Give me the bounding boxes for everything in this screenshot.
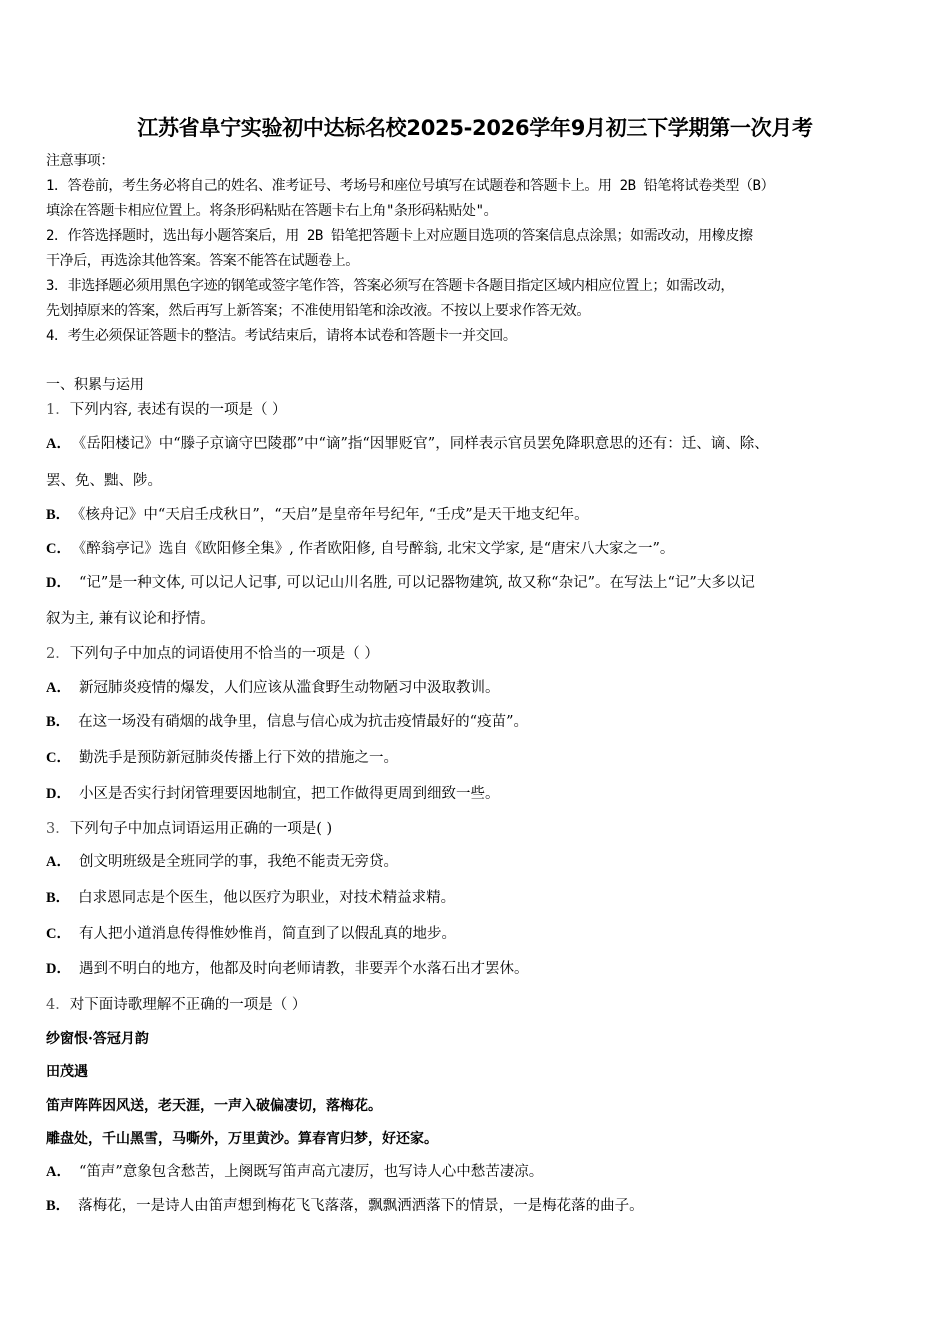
option-label: C． — [46, 541, 71, 557]
notice-line-4: 4．考生必须保证答题卡的整洁。考试结束后，请将本试卷和答题卡一并交回。 — [46, 328, 517, 344]
option-label: D． — [46, 575, 71, 591]
question-number: 3． — [46, 821, 70, 837]
question-2-option-c — [46, 749, 398, 767]
question-2-stem — [46, 645, 379, 663]
question-3-stem — [46, 820, 332, 838]
question-4-option-b — [46, 1197, 644, 1215]
option-text: “记”是一种文体, 可以记人记事, 可以记山川名胜, 可以记器物建筑, 故又称“杂记”。在写法上“记”大多以记 — [78, 575, 755, 591]
question-text: 下列句子中加点词语运用正确的一项是( ) — [69, 821, 333, 837]
question-3-option-a — [46, 853, 398, 871]
notice-line-1-cont: 填涂在答题卡相应位置上。将条形码粘贴在答题卡右上角"条形码粘贴处"。 — [46, 203, 498, 219]
question-1-option-c — [46, 540, 674, 558]
question-1-option-d-cont: 叙为主, 兼有议论和抒情。 — [46, 611, 215, 627]
question-1-stem — [46, 401, 287, 419]
notice-line-3-cont: 先划掉原来的答案，然后再写上新答案；不准使用铅笔和涂改液。不按以上要求作答无效。 — [46, 303, 590, 319]
notice-line-2: 2．作答选择题时，选出每小题答案后，用 2B 铅笔把答题卡上对应题目选项的答案信息点涂黑；如需改动，用橡皮擦 — [46, 228, 753, 244]
question-2-option-a — [46, 679, 499, 697]
option-text: 《岳阳楼记》中“滕子京谪守巴陵郡”中“谪”指“因罪贬官”，同样表示官员罢免降职意思的还有：迁、谪、除、 — [78, 436, 769, 452]
question-3-option-c — [46, 925, 456, 943]
poem-title: 纱窗恨·答冠月韵 — [46, 1031, 149, 1047]
option-text: 创文明班级是全班同学的事，我绝不能责无旁贷。 — [78, 854, 398, 870]
option-text: 《醉翁亭记》选自《欧阳修全集》, 作者欧阳修, 自号醉翁, 北宋文学家, 是“唐宋八大家之一”。 — [78, 541, 675, 557]
option-text: 《核舟记》中“天启壬戌秋日”，“天启”是皇帝年号纪年, “壬戌”是天干地支纪年。 — [78, 507, 589, 523]
notice-line-2-cont: 干净后，再选涂其他答案。答案不能答在试题卷上。 — [46, 253, 359, 269]
notice-line-1: 1．答卷前，考生务必将自己的姓名、准考证号、考场号和座位号填写在试题卷和答题卡上。用 2B 铅笔将试卷类型（B） — [46, 178, 775, 194]
question-3-option-d — [46, 960, 528, 978]
option-label: A． — [46, 680, 71, 696]
notice-line-3: 3．非选择题必须用黑色字迹的钢笔或签字笔作答，答案必须写在答题卡各题目指定区域内相应位置上；如需改动， — [46, 278, 735, 294]
notice-heading: 注意事项： — [46, 153, 114, 169]
option-text: 白求恩同志是个医生，他以医疗为职业，对技术精益求精。 — [78, 890, 456, 906]
option-label: D． — [46, 961, 71, 977]
option-text: 落梅花，一是诗人由笛声想到梅花飞飞落落，飘飘洒洒落下的情景，一是梅花落的曲子。 — [78, 1198, 644, 1214]
question-1-option-d — [46, 574, 755, 592]
question-4-option-a — [46, 1163, 543, 1181]
question-1-option-a-cont: 罢、免、黜、陟。 — [46, 473, 162, 489]
option-text: 新冠肺炎疫情的爆发，人们应该从滥食野生动物陋习中汲取教训。 — [78, 680, 500, 696]
option-label: C． — [46, 926, 71, 942]
poem-line-2: 雕盘处，千山黑雪，马嘶外，万里黄沙。算春宵归梦，好还家。 — [46, 1131, 438, 1147]
option-label: B． — [46, 714, 71, 730]
option-text: 勤洗手是预防新冠肺炎传播上行下效的措施之一。 — [78, 750, 398, 766]
option-label: A． — [46, 1164, 71, 1180]
option-label: B． — [46, 1198, 71, 1214]
question-2-option-b — [46, 713, 528, 731]
option-text: 在这一场没有硝烟的战争里，信息与信心成为抗击疫情最好的“疫苗”。 — [78, 714, 528, 730]
question-number: 1． — [46, 402, 70, 418]
section-title: 一、积累与运用 — [46, 377, 144, 393]
question-number: 2． — [46, 646, 70, 662]
option-label: B． — [46, 507, 71, 523]
option-text: “笛声”意象包含愁苦，上阕既写笛声高亢凄厉，也写诗人心中愁苦凄凉。 — [78, 1164, 544, 1180]
option-label: D． — [46, 786, 71, 802]
option-label: A． — [46, 854, 71, 870]
document-title: 江苏省阜宁实验初中达标名校2025-2026学年9月初三下学期第一次月考 — [137, 116, 813, 140]
question-text: 下列内容, 表述有误的一项是（ ） — [69, 402, 287, 418]
question-text: 对下面诗歌理解不正确的一项是（ ） — [69, 997, 307, 1013]
option-label: C． — [46, 750, 71, 766]
question-1-option-a — [46, 435, 769, 453]
option-text: 遇到不明白的地方，他都及时向老师请教，非要弄个水落石出才罢休。 — [78, 961, 529, 977]
option-text: 小区是否实行封闭管理要因地制宜，把工作做得更周到细致一些。 — [78, 786, 500, 802]
poem-line-1: 笛声阵阵因风送，老天涯，一声入破偏凄切，落梅花。 — [46, 1098, 382, 1114]
question-number: 4． — [46, 997, 70, 1013]
option-label: A． — [46, 436, 71, 452]
question-3-option-b — [46, 889, 455, 907]
option-label: B． — [46, 890, 71, 906]
option-text: 有人把小道消息传得惟妙惟肖，简直到了以假乱真的地步。 — [78, 926, 456, 942]
poem-author: 田茂遇 — [46, 1064, 88, 1080]
question-text: 下列句子中加点的词语使用不恰当的一项是（ ） — [69, 646, 379, 662]
question-4-stem — [46, 996, 306, 1014]
question-2-option-d — [46, 785, 499, 803]
question-1-option-b — [46, 506, 589, 524]
